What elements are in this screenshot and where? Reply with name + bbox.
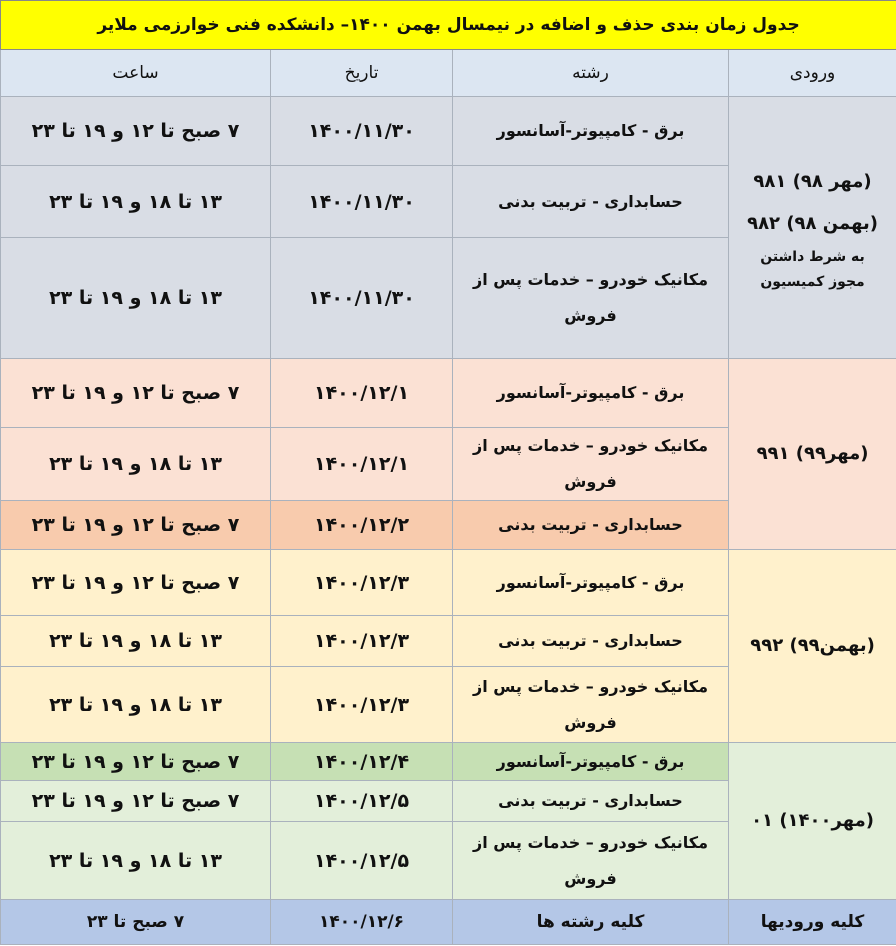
group-991 [1,359,896,550]
date-cell: ۱۴۰۰/۱۲/۵ [271,781,453,822]
field-cell: حسابداری - تربیت بدنی [453,166,729,238]
group-981-982 [1,97,896,359]
date-cell: ۱۴۰۰/۱۲/۳ [271,667,453,743]
field-cell: حسابداری - تربیت بدنی [453,616,729,667]
time-cell: ۷ صبح تا ۱۲ و ۱۹ تا ۲۳ [1,97,271,166]
date-cell: ۱۴۰۰/۱۲/۴ [271,743,453,781]
time-cell: ۱۳ تا ۱۸ و ۱۹ تا ۲۳ [1,428,271,501]
field-cell: مکانیک خودرو – خدمات پس از فروش [453,822,729,900]
entry-cell [729,743,896,900]
date-cell: ۱۴۰۰/۱۲/۱ [271,428,453,501]
final-entry-cell: کلیه ورودیها [729,900,896,945]
header-date: تاریخ [271,50,453,97]
header-field: رشته [453,50,729,97]
field-cell: برق - کامپیوتر-آسانسور [453,743,729,781]
field-cell: مکانیک خودرو – خدمات پس از فروش [453,667,729,743]
date-cell: ۱۴۰۰/۱۲/۲ [271,501,453,550]
final-time-cell: ۷ صبح تا ۲۳ [1,900,271,945]
table-row [1,743,896,781]
entry-line: (مهر۹۹) ۹۹۱ [756,443,869,464]
field-cell: حسابداری - تربیت بدنی [453,501,729,550]
group-992 [1,550,896,743]
entry-note: به شرط داشتن [760,248,865,265]
date-cell: ۱۴۰۰/۱۲/۳ [271,616,453,667]
table-row [1,550,896,616]
entry-line: (بهمن۹۹) ۹۹۲ [750,635,875,656]
title-row [1,1,896,50]
entry-line: (مهر ۹۸) ۹۸۱ [753,170,872,192]
final-row [1,900,896,945]
time-cell: ۱۳ تا ۱۸ و ۱۹ تا ۲۳ [1,667,271,743]
date-cell: ۱۴۰۰/۱۱/۳۰ [271,97,453,166]
date-cell: ۱۴۰۰/۱۲/۳ [271,550,453,616]
field-cell: مکانیک خودرو – خدمات پس از فروش [453,428,729,501]
group-01 [1,743,896,900]
time-cell: ۷ صبح تا ۱۲ و ۱۹ تا ۲۳ [1,743,271,781]
time-cell: ۱۳ تا ۱۸ و ۱۹ تا ۲۳ [1,238,271,359]
table-row [1,359,896,428]
entry-cell [729,550,896,743]
field-cell: مکانیک خودرو – خدمات پس از فروش [453,238,729,359]
header-time: ساعت [1,50,271,97]
field-cell: برق - کامپیوتر-آسانسور [453,550,729,616]
entry-cell [729,97,896,359]
header-row [1,50,896,97]
entry-note: مجوز کمیسیون [760,273,865,290]
time-cell: ۷ صبح تا ۱۲ و ۱۹ تا ۲۳ [1,359,271,428]
date-cell: ۱۴۰۰/۱۱/۳۰ [271,166,453,238]
time-cell: ۷ صبح تا ۱۲ و ۱۹ تا ۲۳ [1,781,271,822]
time-cell: ۱۳ تا ۱۸ و ۱۹ تا ۲۳ [1,616,271,667]
entry-cell [729,359,896,550]
date-cell: ۱۴۰۰/۱۲/۱ [271,359,453,428]
header-entry: ورودی [729,50,896,97]
time-cell: ۷ صبح تا ۱۲ و ۱۹ تا ۲۳ [1,501,271,550]
final-field-cell: کلیه رشته ها [453,900,729,945]
field-cell: برق - کامپیوتر-آسانسور [453,97,729,166]
time-cell: ۱۳ تا ۱۸ و ۱۹ تا ۲۳ [1,822,271,900]
time-cell: ۷ صبح تا ۱۲ و ۱۹ تا ۲۳ [1,550,271,616]
field-cell: برق - کامپیوتر-آسانسور [453,359,729,428]
date-cell: ۱۴۰۰/۱۲/۵ [271,822,453,900]
entry-line: (بهمن ۹۸) ۹۸۲ [747,212,878,234]
field-cell: حسابداری - تربیت بدنی [453,781,729,822]
date-cell: ۱۴۰۰/۱۱/۳۰ [271,238,453,359]
table-row [1,97,896,166]
final-date-cell: ۱۴۰۰/۱۲/۶ [271,900,453,945]
entry-line: (مهر۱۴۰۰) ۰۱ [751,810,874,831]
table-title: جدول زمان بندی حذف و اضافه در نیمسال بهمن ۱۴۰۰– دانشکده فنی خوارزمی ملایر [1,1,896,50]
time-cell: ۱۳ تا ۱۸ و ۱۹ تا ۲۳ [1,166,271,238]
